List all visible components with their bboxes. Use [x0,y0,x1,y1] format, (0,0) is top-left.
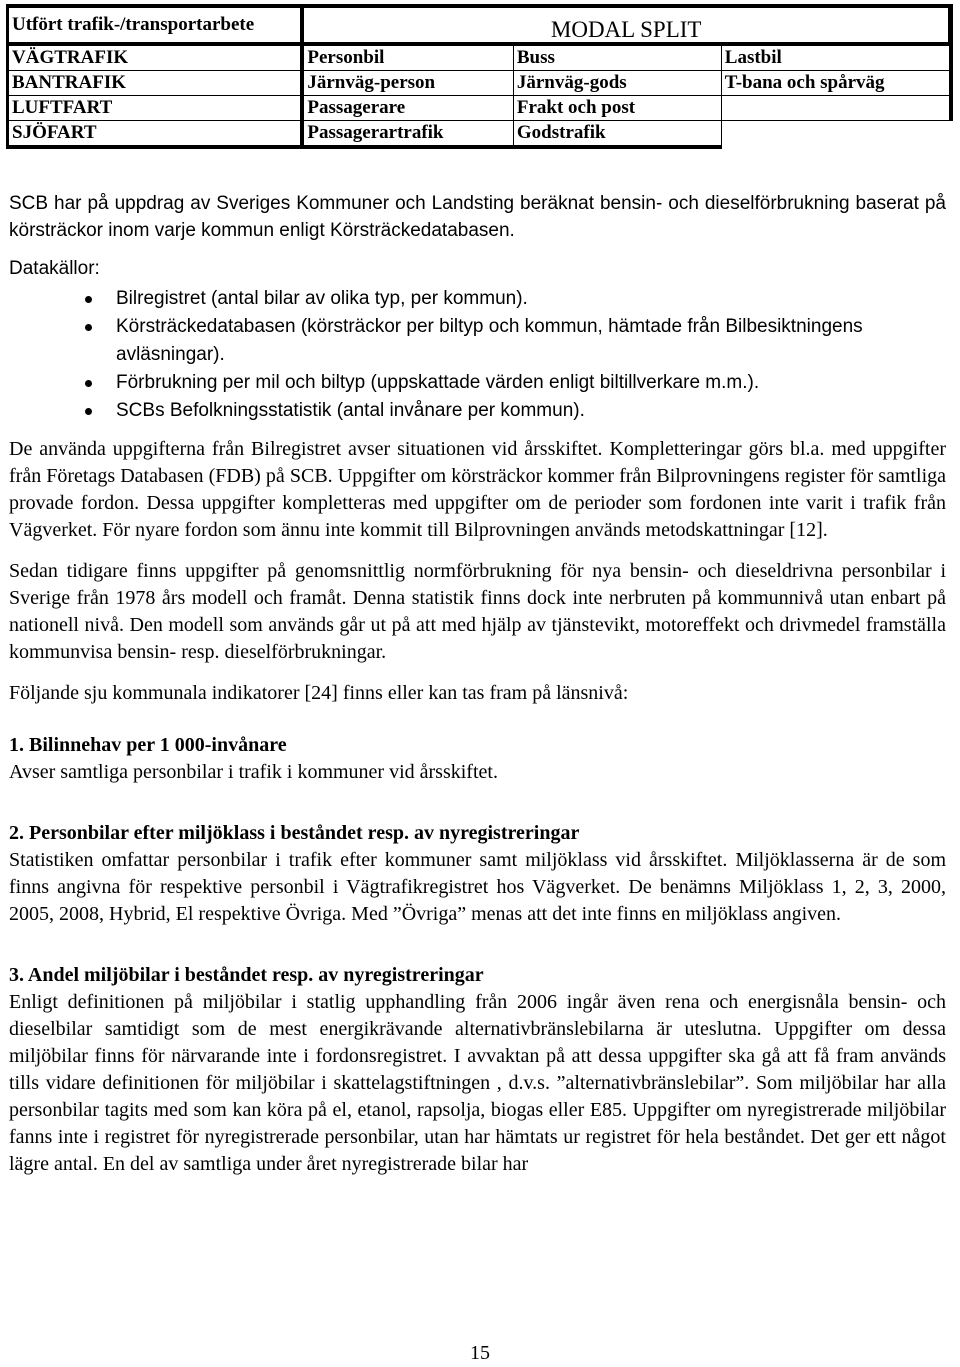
indicator-text: Statistiken omfattar personbilar i trafik efter kommuner samt miljöklass vid årsskiftet. Miljöklasserna är de som finns angivna för respektive personbil i Vägtrafikregistret hos Vägverket. De benämns Miljöklass 1, 2, 3, 2000, 2005, 2008, Hybrid, El respektive Övriga. Med ”Övriga” menas att det inte finns en miljöklass angiven. [9,849,946,925]
modal-split-table [6,4,953,149]
table-cell: Personbil [302,44,513,71]
table-cell-mode: SJÖFART [8,121,303,148]
list-item-text: Körsträckedatabasen (körsträckor per biltyp och kommun, hämtade från Bilbesiktningens avläsningar). [116,316,863,365]
bullet-icon [85,408,92,415]
list-item [116,369,946,397]
sources-label: Datakällor: [9,258,100,279]
page-number: 15 [470,1342,490,1364]
table-header-label: Utfört trafik-/transportarbete [8,6,303,44]
table-cell: Buss [513,44,721,71]
paragraph-normforbrukning: Sedan tidigare finns uppgifter på genomsnittlig normförbrukning för nya bensin- och dieseldrivna personbilar i Sverige från 1978 års modell och framåt. Denna statistik finns dock inte nerbruten på kommunnivå utan enbart på nationell nivå. Den modell som används går ut på att med hjälp av tjänstevikt, motoreffekt och drivmedel framställa kommunvisa bensin- resp. dieselförbrukningar. [9,560,946,663]
paragraph-indicators-intro: Följande sju kommunala indikatorer [24] finns eller kan tas fram på länsnivå: [9,682,629,704]
list-item-text: SCBs Befolkningsstatistik (antal invånare per kommun). [116,400,585,421]
indicator-section [9,962,946,1178]
table-cell-mode: BANTRAFIK [8,71,303,96]
table-cell: Järnväg-gods [513,71,721,96]
intro-lead: SCB har på uppdrag av Sveriges Kommuner och Landsting beräknat bensin- och dieselförbrukning baserat på körsträckor inom varje kommun enligt Körsträckedatabasen. [9,193,946,241]
indicator-text: Avser samtliga personbilar i trafik i kommuner vid årsskiftet. [9,761,498,783]
intro-section [9,190,946,425]
bullet-icon [85,324,92,331]
indicator-text: Enligt definitionen på miljöbilar i statlig upphandling från 2006 ingår även rena och energisnåla bensin- och dieselbilar samtidigt som de mest energikrävande alternativbränslebilarna är uteslutna. Uppgifter om dessa miljöbilar finns för närvarande inte i fordonsregistret. I avvaktan på att dessa uppgifter ska gå att få fram används tills vidare definitionen för miljöbilar i skattelagstiftningen , d.v.s. ”alternativbränslebilar”. Som miljöbilar har alla personbilar tagits med som kan köra på el, etanol, rapsolja, biogas eller E85. Uppgifter om nyregistrerade miljöbilar fanns inte i registret för nyregistrerade personbilar, utan har hämtats ur registret för hela beståndet. Det ger ett något lägre antal. En del av samtliga under året nyregistrerade bilar har [9,991,946,1175]
table-cell: T-bana och spårväg [721,71,950,96]
table-cell-mode: VÄGTRAFIK [8,44,303,71]
table-cell: Järnväg-person [302,71,513,96]
table-row [8,96,951,121]
sources-list [9,285,946,425]
table-cell [721,96,950,121]
paragraph-bilregistret: De använda uppgifterna från Bilregistret avser situationen vid årsskiftet. Kompletteringar görs bl.a. med uppgifter från Företags Databasen (FDB) på SCB. Uppgifter om körsträckor kommer från Bilprovningens register för samtliga provade fordon. Dessa uppgifter kompletteras med uppgifter om de perioder som fordonen inte varit i trafik från Vägverket. För nyare fordon som ännu inte kommit till Bilprovningen används metodskattningar [12]. [9,438,946,541]
indicator-heading: 1. Bilinnehav per 1 000-invånare [9,734,287,756]
table-cell: Passagerartrafik [302,121,513,148]
table-header-row [8,6,951,44]
table-cell: Frakt och post [513,96,721,121]
list-item [116,313,946,369]
indicator-heading: 2. Personbilar efter miljöklass i beståndet resp. av nyregistreringar [9,822,580,844]
list-item-text: Förbrukning per mil och biltyp (uppskattade värden enligt biltillverkare m.m.). [116,372,760,393]
table-cell-mode: LUFTFART [8,96,303,121]
indicator-section [9,732,946,786]
indicator-heading: 3. Andel miljöbilar i beståndet resp. av nyregistreringar [9,964,484,986]
table-row [8,71,951,96]
list-item [116,285,946,313]
modal-split-title: MODAL SPLIT [302,6,950,44]
bullet-icon [85,380,92,387]
table-cell: Passagerare [302,96,513,121]
table-row [8,44,951,71]
table-row [8,121,951,148]
table-cell-empty [721,121,950,148]
table-cell: Lastbil [721,44,950,71]
table-cell: Godstrafik [513,121,721,148]
list-item [116,397,946,425]
bullet-icon [85,296,92,303]
document-page [9,4,946,1178]
indicator-section [9,820,946,928]
list-item-text: Bilregistret (antal bilar av olika typ, per kommun). [116,288,528,309]
